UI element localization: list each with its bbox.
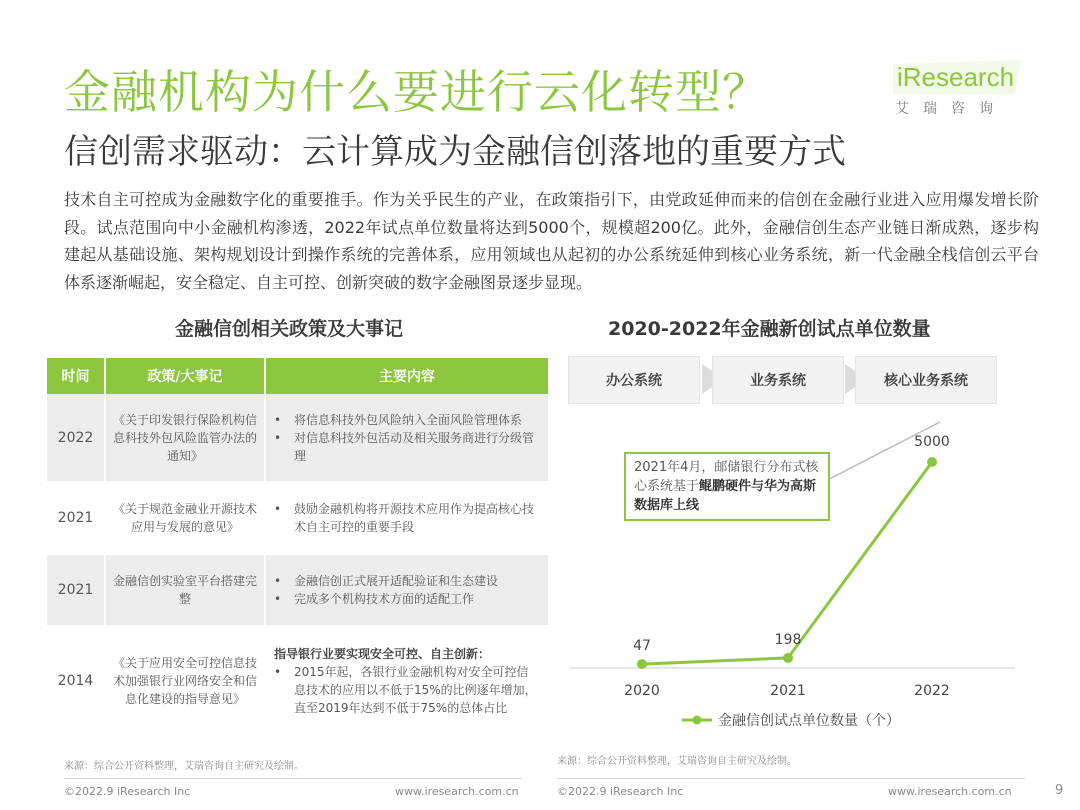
row-year: 2021 xyxy=(47,554,105,626)
source-note-right: 来源：综合公开资料整理，艾瑞咨询自主研究及绘制。 xyxy=(557,756,797,767)
row-bullet: • 2015年起，各银行业金融机构对安全可控信息技术的应用以不低于15%的比例逐年增加，直至2019年达到不低于75%的总体占比 xyxy=(270,663,540,717)
header-policy: 政策/大事记 xyxy=(105,358,265,394)
x-tick-label: 2022 xyxy=(914,683,950,699)
stage-core-business-system: 核心业务系统 xyxy=(855,356,997,404)
row-bullet: • 将信息科技外包风险纳入全面风险管理体系 xyxy=(270,411,540,429)
row-year: 2014 xyxy=(47,626,105,736)
row-bullet: • 鼓励金融机构将开源技术应用作为提高核心技术自主可控的重要手段 xyxy=(270,500,540,536)
logo-brand: iResearch xyxy=(897,62,1015,92)
intro-paragraph: 技术自主可控成为金融数字化的重要推手。作为关乎民生的产业，在政策指引下，由党政延伸而来的信创在金融行业进入应用爆发增长阶段。试点范围向中小金融机构渗透，2022年试点单位数量将达到5000个，规模超200亿。此外，金融信创生态产业链日渐成熟，逐步构建起从基础设施、架构规划设计到操作系统的完善体系，应用领域也从起初的办公系统延伸到核心业务系统，新一代金融全栈信创云平台体系逐渐崛起，安全稳定、自主可控、创新突破的数字金融图景逐步显现。 xyxy=(64,190,1039,292)
data-label: 47 xyxy=(633,638,651,655)
row-title: 金融信创实验室平台搭建完整 xyxy=(105,554,265,626)
data-point xyxy=(637,659,647,669)
row-title: 《关于应用安全可控信息技术加强银行业网络安全和信息化建设的指导意见》 xyxy=(105,626,265,736)
callout-box xyxy=(624,452,830,521)
policy-table xyxy=(47,358,550,737)
stage-business-system: 业务系统 xyxy=(712,356,844,404)
footer-url: www.iresearch.com.cn xyxy=(888,785,1012,798)
row-year: 2022 xyxy=(47,394,105,482)
page-number: 9 xyxy=(1055,783,1064,798)
table-header-row xyxy=(47,358,549,394)
footer-copyright: ©2022.9 iResearch Inc xyxy=(64,785,191,798)
row-bullet: • 金融信创正式展开适配验证和生态建设 xyxy=(270,572,540,590)
data-point xyxy=(783,653,793,663)
row-year: 2021 xyxy=(47,482,105,554)
row-title: 《关于规范金融业开源技术应用与发展的意见》 xyxy=(105,482,265,554)
footer-divider xyxy=(64,778,522,779)
table-row xyxy=(47,394,549,482)
data-point xyxy=(927,457,937,467)
header-time: 时间 xyxy=(47,358,105,394)
row-content xyxy=(265,482,549,554)
page-subtitle: 信创需求驱动：云计算成为金融信创落地的重要方式 xyxy=(64,132,846,172)
legend-label: 金融信创试点单位数量（个） xyxy=(718,713,900,729)
iresearch-logo xyxy=(893,60,1023,122)
x-tick-label: 2020 xyxy=(624,683,660,699)
row-lead: 指导银行业要实现安全可控、自主创新： xyxy=(274,647,491,661)
table-row xyxy=(47,482,549,554)
table-row xyxy=(47,626,549,736)
row-bullet: • 对信息科技外包活动及相关服务商进行分级管理 xyxy=(270,429,540,465)
row-content xyxy=(265,394,549,482)
legend-marker xyxy=(693,716,702,725)
row-content xyxy=(265,554,549,626)
callout-text: 2021年4月，邮储银行分布式核心系统基于 xyxy=(634,460,819,494)
data-label: 198 xyxy=(774,631,802,648)
header-content: 主要内容 xyxy=(265,358,549,394)
footer-url: www.iresearch.com.cn xyxy=(395,785,519,798)
table-row xyxy=(47,554,549,626)
row-bullet: • 完成多个机构技术方面的适配工作 xyxy=(270,590,540,608)
callout-highlight: 鲲鹏硬件与华为高斯数据库上线 xyxy=(634,479,817,513)
stage-office-system: 办公系统 xyxy=(568,356,700,404)
row-title: 《关于印发银行保险机构信息科技外包风险监管办法的通知》 xyxy=(105,394,265,482)
x-tick-label: 2021 xyxy=(770,683,806,699)
page-title: 金融机构为什么要进行云化转型？ xyxy=(64,65,769,119)
data-label: 5000 xyxy=(914,434,950,450)
logo-tagline: 艾瑞咨询 xyxy=(895,101,1007,117)
source-note-left: 来源：综合公开资料整理，艾瑞咨询自主研究及绘制。 xyxy=(64,761,304,772)
row-content xyxy=(265,626,549,736)
footer-divider xyxy=(557,778,1025,779)
policy-table-title: 金融信创相关政策及大事记 xyxy=(175,318,404,340)
footer-copyright: ©2022.9 iResearch Inc xyxy=(557,785,684,798)
chart-title: 2020-2022年金融新创试点单位数量 xyxy=(608,318,931,340)
